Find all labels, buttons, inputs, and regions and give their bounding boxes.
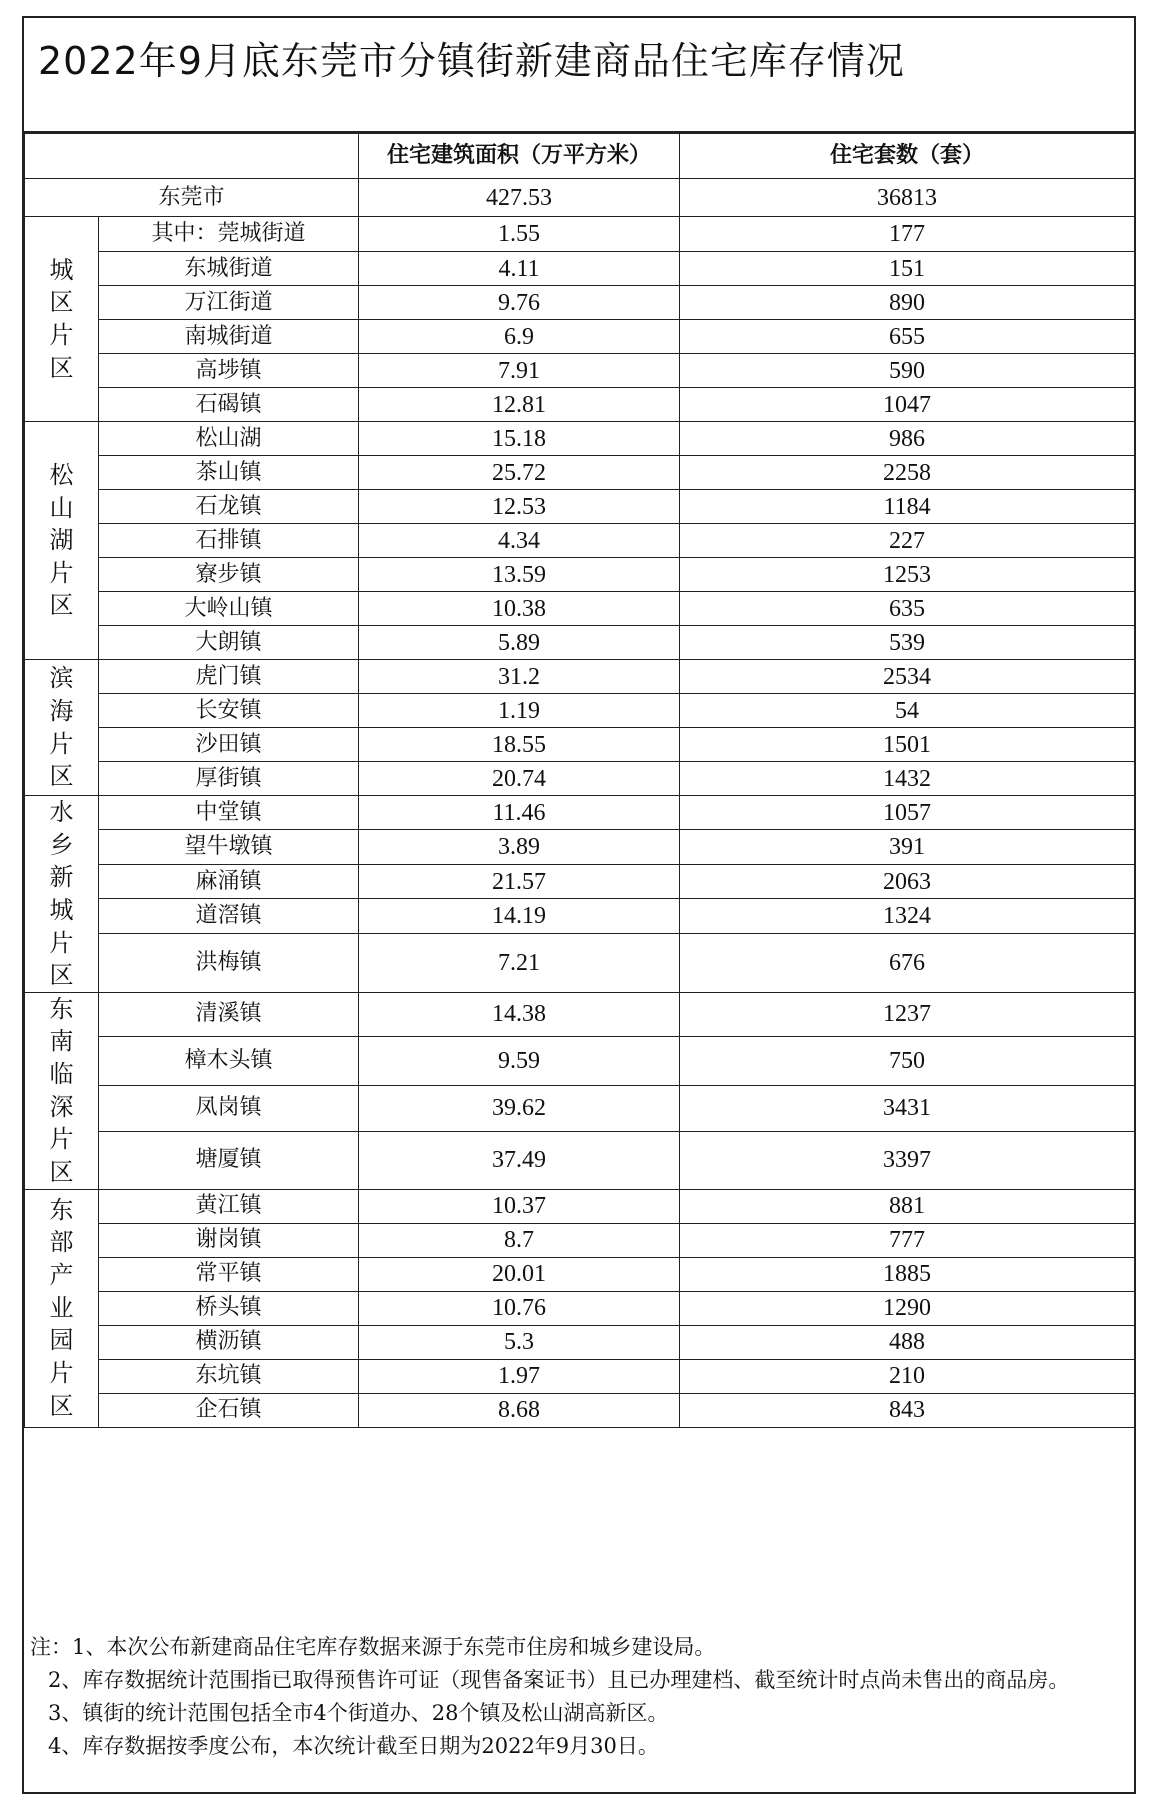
town-name: 中堂镇	[99, 796, 359, 830]
town-units: 2063	[680, 864, 1135, 898]
region-char: 乡	[49, 830, 74, 859]
town-area: 15.18	[359, 422, 680, 456]
page-title: 2022年9月底东莞市分镇街新建商品住宅库存情况	[24, 18, 1134, 133]
table-row	[25, 1257, 1135, 1291]
header-units: 住宅套数（套）	[680, 134, 1135, 179]
table-row	[25, 1132, 1135, 1190]
table-row	[25, 1359, 1135, 1393]
town-area: 20.74	[359, 762, 680, 796]
town-name: 麻涌镇	[99, 864, 359, 898]
header-row	[25, 134, 1135, 179]
town-name: 望牛墩镇	[99, 830, 359, 864]
town-units: 1047	[680, 388, 1135, 422]
town-units: 1885	[680, 1257, 1135, 1291]
region-char: 区	[49, 288, 74, 317]
town-area: 25.72	[359, 456, 680, 490]
region-char: 东	[49, 994, 74, 1023]
town-units: 986	[680, 422, 1135, 456]
inventory-sheet	[22, 16, 1136, 1794]
town-name: 常平镇	[99, 1257, 359, 1291]
town-area: 12.81	[359, 388, 680, 422]
region-char: 片	[49, 321, 74, 349]
table-row	[25, 354, 1135, 388]
region-label	[25, 992, 99, 1189]
town-name: 谢岗镇	[99, 1223, 359, 1257]
town-units: 1290	[680, 1291, 1135, 1325]
town-name: 东城街道	[99, 252, 359, 286]
region-char: 临	[49, 1060, 74, 1088]
town-name: 其中：莞城街道	[99, 217, 359, 252]
town-area: 5.89	[359, 626, 680, 660]
town-units: 777	[680, 1223, 1135, 1257]
town-name: 松山湖	[99, 422, 359, 456]
table-row	[25, 1085, 1135, 1131]
town-name: 万江街道	[99, 286, 359, 320]
town-name: 企石镇	[99, 1393, 359, 1427]
town-name: 道滘镇	[99, 899, 359, 933]
region-char: 产	[49, 1261, 74, 1290]
region-char: 东	[49, 1195, 74, 1224]
town-name: 横沥镇	[99, 1325, 359, 1359]
total-area: 427.53	[359, 179, 680, 217]
town-area: 7.91	[359, 354, 680, 388]
table-row	[25, 762, 1135, 796]
region-char: 部	[49, 1228, 74, 1257]
note-3: 3、镇街的统计范围包括全市4个街道办、28个镇及松山湖高新区。	[48, 1701, 669, 1725]
town-units: 1432	[680, 762, 1135, 796]
region-char: 片	[49, 1358, 74, 1387]
town-area: 8.68	[359, 1393, 680, 1427]
town-area: 4.11	[359, 252, 680, 286]
total-row	[25, 179, 1135, 217]
town-area: 37.49	[359, 1132, 680, 1190]
town-area: 12.53	[359, 490, 680, 524]
region-label	[25, 217, 99, 422]
town-area: 14.38	[359, 992, 680, 1036]
table-row	[25, 1189, 1135, 1223]
table-row	[25, 388, 1135, 422]
header-area: 住宅建筑面积（万平方米）	[359, 134, 680, 179]
town-units: 539	[680, 626, 1135, 660]
town-units: 590	[680, 354, 1135, 388]
table-row	[25, 320, 1135, 354]
town-units: 1324	[680, 899, 1135, 933]
region-char: 片	[49, 558, 74, 587]
table-row	[25, 286, 1135, 320]
note-4: 4、库存数据按季度公布，本次统计截至日期为2022年9月30日。	[48, 1734, 659, 1758]
table-row	[25, 558, 1135, 592]
town-units: 1253	[680, 558, 1135, 592]
table-row	[25, 1393, 1135, 1427]
region-char: 区	[49, 762, 74, 791]
region-char: 湖	[49, 526, 74, 555]
town-area: 11.46	[359, 796, 680, 830]
table-row	[25, 1325, 1135, 1359]
region-char: 城	[49, 895, 74, 924]
town-units: 1184	[680, 490, 1135, 524]
region-char: 片	[49, 928, 74, 957]
town-units: 227	[680, 524, 1135, 558]
town-units: 2534	[680, 660, 1135, 694]
table-row	[25, 524, 1135, 558]
notes	[24, 1629, 1134, 1763]
town-area: 10.76	[359, 1291, 680, 1325]
region-char: 山	[49, 493, 74, 522]
table-row	[25, 1036, 1135, 1085]
table-row	[25, 933, 1135, 992]
header-blank-cell	[25, 134, 359, 179]
town-area: 7.21	[359, 933, 680, 992]
region-char: 区	[49, 961, 74, 990]
total-units: 36813	[680, 179, 1135, 217]
region-char: 新	[49, 863, 74, 892]
region-char: 南	[49, 1027, 74, 1056]
town-units: 890	[680, 286, 1135, 320]
town-name: 寮步镇	[99, 558, 359, 592]
region-char: 区	[49, 591, 74, 620]
town-area: 13.59	[359, 558, 680, 592]
town-area: 20.01	[359, 1257, 680, 1291]
town-area: 5.3	[359, 1325, 680, 1359]
town-units: 3431	[680, 1085, 1135, 1131]
town-area: 4.34	[359, 524, 680, 558]
town-name: 虎门镇	[99, 660, 359, 694]
table-row	[25, 217, 1135, 252]
region-char: 水	[49, 798, 74, 826]
table-row	[25, 1223, 1135, 1257]
town-area: 14.19	[359, 899, 680, 933]
town-units: 210	[680, 1359, 1135, 1393]
table-row	[25, 694, 1135, 728]
town-units: 750	[680, 1036, 1135, 1085]
table-row	[25, 796, 1135, 830]
town-area: 10.38	[359, 592, 680, 626]
town-area: 3.89	[359, 830, 680, 864]
town-name: 茶山镇	[99, 456, 359, 490]
town-area: 39.62	[359, 1085, 680, 1131]
town-units: 881	[680, 1189, 1135, 1223]
town-area: 9.59	[359, 1036, 680, 1085]
town-name: 洪梅镇	[99, 933, 359, 992]
region-label	[25, 660, 99, 796]
table-row	[25, 456, 1135, 490]
total-name: 东莞市	[25, 179, 359, 217]
town-units: 151	[680, 252, 1135, 286]
region-char: 区	[49, 353, 74, 382]
region-label	[25, 1189, 99, 1427]
table-row	[25, 422, 1135, 456]
table-row	[25, 592, 1135, 626]
town-units: 1237	[680, 992, 1135, 1036]
region-char: 松	[49, 460, 74, 489]
town-name: 厚街镇	[99, 762, 359, 796]
region-char: 园	[49, 1326, 74, 1355]
region-label	[25, 422, 99, 660]
town-units: 177	[680, 217, 1135, 252]
table-row	[25, 992, 1135, 1036]
town-area: 8.7	[359, 1223, 680, 1257]
town-units: 2258	[680, 456, 1135, 490]
inventory-table	[24, 133, 1135, 1428]
town-name: 桥头镇	[99, 1291, 359, 1325]
table-row	[25, 660, 1135, 694]
town-units: 391	[680, 830, 1135, 864]
town-name: 大岭山镇	[99, 592, 359, 626]
town-name: 沙田镇	[99, 728, 359, 762]
region-char: 海	[49, 696, 74, 725]
town-name: 凤岗镇	[99, 1085, 359, 1131]
town-area: 18.55	[359, 728, 680, 762]
town-area: 21.57	[359, 864, 680, 898]
town-units: 1057	[680, 796, 1135, 830]
town-name: 石排镇	[99, 524, 359, 558]
table-row	[25, 626, 1135, 660]
town-units: 676	[680, 933, 1135, 992]
town-name: 樟木头镇	[99, 1036, 359, 1085]
town-name: 石龙镇	[99, 490, 359, 524]
town-name: 清溪镇	[99, 992, 359, 1036]
region-char: 滨	[49, 664, 74, 693]
town-units: 54	[680, 694, 1135, 728]
table-row	[25, 830, 1135, 864]
region-char: 城	[49, 255, 74, 284]
town-area: 31.2	[359, 660, 680, 694]
region-char: 片	[49, 729, 74, 758]
town-name: 东坑镇	[99, 1359, 359, 1393]
region-char: 业	[49, 1293, 74, 1322]
region-label	[25, 796, 99, 993]
town-units: 635	[680, 592, 1135, 626]
town-area: 1.55	[359, 217, 680, 252]
town-name: 长安镇	[99, 694, 359, 728]
town-area: 6.9	[359, 320, 680, 354]
table-row	[25, 728, 1135, 762]
town-area: 10.37	[359, 1189, 680, 1223]
town-name: 南城街道	[99, 320, 359, 354]
note-2: 2、库存数据统计范围指已取得预售许可证（现售备案证书）且已办理建档、截至统计时点尚未售出的商品房。	[48, 1668, 1070, 1692]
town-units: 488	[680, 1325, 1135, 1359]
town-units: 3397	[680, 1132, 1135, 1190]
region-char: 区	[49, 1391, 74, 1420]
town-name: 石碣镇	[99, 388, 359, 422]
note-1: 注：1、本次公布新建商品住宅库存数据来源于东莞市住房和城乡建设局。	[30, 1635, 716, 1659]
town-units: 843	[680, 1393, 1135, 1427]
region-char: 片	[49, 1125, 74, 1154]
town-name: 塘厦镇	[99, 1132, 359, 1190]
town-units: 655	[680, 320, 1135, 354]
region-char: 深	[49, 1092, 74, 1121]
town-units: 1501	[680, 728, 1135, 762]
town-area: 9.76	[359, 286, 680, 320]
town-area: 1.19	[359, 694, 680, 728]
table-row	[25, 864, 1135, 898]
town-name: 黄江镇	[99, 1189, 359, 1223]
table-row	[25, 490, 1135, 524]
region-char: 区	[49, 1157, 74, 1186]
table-row	[25, 252, 1135, 286]
table-row	[25, 899, 1135, 933]
town-area: 1.97	[359, 1359, 680, 1393]
town-name: 大朗镇	[99, 626, 359, 660]
table-row	[25, 1291, 1135, 1325]
town-name: 高埗镇	[99, 354, 359, 388]
